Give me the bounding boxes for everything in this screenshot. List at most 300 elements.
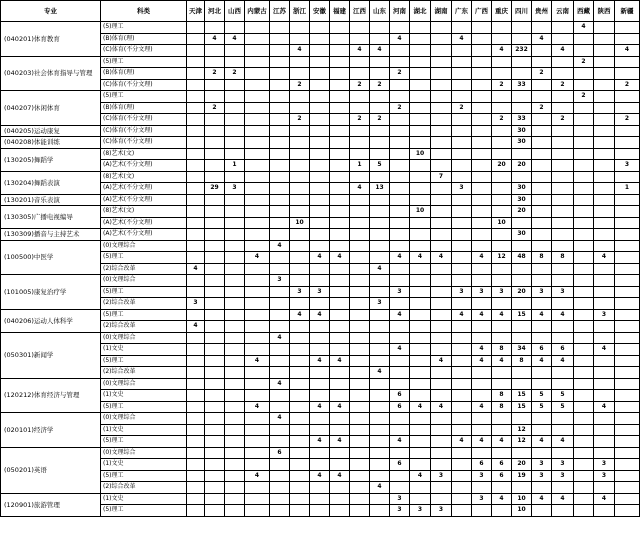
quota-cell [350,56,370,68]
quota-cell [290,33,310,45]
quota-cell [431,56,452,68]
quota-cell: 4 [472,252,492,264]
quota-cell: 4 [310,309,330,321]
quota-cell [410,68,431,80]
quota-cell [492,482,512,494]
quota-cell [350,378,370,390]
quota-cell [574,33,594,45]
quota-cell [452,344,472,356]
province-header: 福建 [330,1,350,22]
category-cell: (2)综合改革 [101,321,187,333]
category-cell: (A)艺术(不分文理) [101,183,187,195]
quota-cell [472,275,492,287]
quota-cell: 30 [512,137,532,149]
quota-cell [512,171,532,183]
quota-cell [225,114,245,126]
quota-cell [187,79,205,91]
quota-cell [187,275,205,287]
quota-cell [552,229,574,241]
quota-cell [225,436,245,448]
quota-cell [512,33,532,45]
quota-cell: 5 [532,401,552,413]
category-cell: (2)综合改革 [101,263,187,275]
quota-cell [290,332,310,344]
quota-cell [431,102,452,114]
quota-cell: 3 [615,160,640,172]
quota-cell [310,56,330,68]
quota-cell: 12 [512,436,532,448]
quota-cell [330,171,350,183]
quota-cell: 4 [310,355,330,367]
quota-cell [350,355,370,367]
quota-cell [187,56,205,68]
quota-cell [410,137,431,149]
quota-cell [370,413,390,425]
quota-cell [290,298,310,310]
quota-cell [290,401,310,413]
quota-cell [431,148,452,160]
quota-cell [205,137,225,149]
quota-cell [245,91,270,103]
quota-cell [532,45,552,57]
quota-cell [512,102,532,114]
quota-cell [431,447,452,459]
quota-cell: 4 [410,470,431,482]
category-cell: (C)体育(不分文理) [101,125,187,137]
quota-cell [187,482,205,494]
quota-cell: 4 [330,401,350,413]
quota-cell [594,56,615,68]
quota-cell [492,33,512,45]
quota-cell: 4 [532,355,552,367]
quota-cell [245,390,270,402]
quota-cell: 4 [472,344,492,356]
quota-cell [245,33,270,45]
category-cell: (1)文史 [101,493,187,505]
quota-cell [205,344,225,356]
quota-cell: 4 [574,22,594,34]
quota-cell [390,194,410,206]
quota-cell: 2 [532,102,552,114]
table-row [1,194,640,206]
quota-cell [245,344,270,356]
quota-cell [270,137,290,149]
quota-cell [574,68,594,80]
quota-cell [574,459,594,471]
quota-cell [431,68,452,80]
quota-cell [187,367,205,379]
quota-cell: 5 [370,160,390,172]
quota-cell [187,137,205,149]
quota-cell [205,194,225,206]
quota-cell [245,447,270,459]
quota-cell [310,217,330,229]
quota-cell: 10 [492,217,512,229]
category-cell: (8)艺术(文) [101,148,187,160]
quota-cell [270,367,290,379]
quota-cell [290,160,310,172]
quota-cell [310,263,330,275]
quota-cell [431,229,452,241]
quota-cell [330,390,350,402]
major-cell: (130204)舞蹈表演 [1,171,101,194]
category-cell: (A)艺术(不分文理) [101,217,187,229]
quota-cell [452,424,472,436]
quota-cell [370,286,390,298]
quota-cell [532,137,552,149]
quota-cell [552,367,574,379]
quota-cell [431,194,452,206]
quota-cell [452,22,472,34]
category-cell: (5)理工 [101,355,187,367]
quota-cell [431,424,452,436]
quota-cell [290,240,310,252]
quota-cell: 1 [350,160,370,172]
quota-cell [594,91,615,103]
quota-cell: 10 [410,206,431,218]
province-header: 天津 [187,1,205,22]
quota-cell: 4 [492,355,512,367]
quota-cell [245,367,270,379]
major-cell: (040206)运动人体科学 [1,309,101,332]
quota-cell [574,125,594,137]
quota-cell [574,79,594,91]
quota-cell [594,148,615,160]
quota-cell [431,114,452,126]
quota-cell [431,91,452,103]
quota-cell [370,436,390,448]
quota-cell [310,91,330,103]
quota-cell [552,183,574,195]
quota-cell [410,229,431,241]
quota-cell [615,229,640,241]
quota-cell [350,424,370,436]
category-cell: (1)文史 [101,390,187,402]
quota-cell: 3 [310,286,330,298]
quota-cell [452,194,472,206]
quota-cell [574,447,594,459]
quota-cell [594,447,615,459]
quota-cell [310,171,330,183]
quota-cell: 2 [390,102,410,114]
quota-cell [532,114,552,126]
quota-cell [472,240,492,252]
quota-cell [350,22,370,34]
quota-cell [615,171,640,183]
quota-cell: 4 [552,436,574,448]
quota-cell [350,482,370,494]
quota-cell [350,148,370,160]
quota-cell [245,309,270,321]
quota-cell: 4 [594,344,615,356]
major-cell: (100500)中医学 [1,240,101,275]
quota-cell [370,355,390,367]
quota-cell [552,102,574,114]
quota-cell [532,206,552,218]
quota-cell [370,401,390,413]
quota-cell: 8 [492,344,512,356]
table-body [1,22,640,517]
quota-cell [615,447,640,459]
quota-cell [532,217,552,229]
quota-cell [472,321,492,333]
category-cell: (5)理工 [101,401,187,413]
quota-cell: 4 [594,252,615,264]
quota-cell [330,447,350,459]
quota-cell [492,321,512,333]
quota-cell [205,447,225,459]
quota-cell [512,56,532,68]
quota-cell [330,114,350,126]
category-cell: (A)艺术(不分文理) [101,229,187,241]
quota-cell: 48 [512,252,532,264]
category-cell: (5)理工 [101,470,187,482]
quota-cell [225,378,245,390]
quota-cell [350,194,370,206]
category-cell: (B)体育(理) [101,33,187,45]
table-row [1,378,640,390]
quota-cell [552,68,574,80]
quota-cell [472,68,492,80]
category-cell: (A)艺术(不分文理) [101,160,187,172]
quota-cell [574,367,594,379]
quota-cell [370,252,390,264]
quota-cell [187,286,205,298]
quota-cell [205,459,225,471]
quota-cell [615,91,640,103]
category-cell: (5)理工 [101,56,187,68]
quota-cell [205,22,225,34]
quota-cell [390,263,410,275]
quota-cell: 2 [452,102,472,114]
quota-cell [270,482,290,494]
quota-cell [512,298,532,310]
quota-cell [532,91,552,103]
quota-cell [270,298,290,310]
quota-cell [574,217,594,229]
quota-cell [472,125,492,137]
quota-cell: 3 [431,505,452,517]
quota-cell [574,332,594,344]
quota-cell [594,298,615,310]
major-cell: (130205)舞蹈学 [1,148,101,171]
quota-cell [270,505,290,517]
quota-cell [492,91,512,103]
quota-cell: 1 [615,183,640,195]
quota-cell [310,482,330,494]
quota-cell [452,240,472,252]
quota-cell [390,171,410,183]
quota-cell [205,482,225,494]
quota-cell [205,45,225,57]
quota-cell: 30 [512,194,532,206]
quota-cell: 3 [187,298,205,310]
quota-cell [532,148,552,160]
quota-cell [390,229,410,241]
quota-cell [205,217,225,229]
quota-cell [187,355,205,367]
quota-cell [431,206,452,218]
quota-cell [615,125,640,137]
table-row [1,240,640,252]
quota-cell [270,171,290,183]
quota-cell [492,298,512,310]
quota-cell [350,125,370,137]
quota-cell [187,91,205,103]
quota-cell [330,240,350,252]
quota-cell [290,22,310,34]
quota-cell [594,413,615,425]
quota-cell [615,482,640,494]
quota-cell [310,321,330,333]
quota-cell [310,493,330,505]
quota-cell [410,355,431,367]
quota-cell [615,217,640,229]
quota-cell [330,332,350,344]
quota-cell [310,413,330,425]
quota-cell [615,401,640,413]
quota-cell [574,102,594,114]
quota-cell [187,505,205,517]
quota-cell [452,275,472,287]
quota-cell [310,206,330,218]
major-header: 专业 [1,1,101,22]
quota-cell [532,505,552,517]
quota-cell [330,505,350,517]
quota-cell: 3 [390,493,410,505]
quota-cell [492,240,512,252]
quota-cell [225,45,245,57]
quota-cell [532,482,552,494]
quota-cell [225,401,245,413]
quota-cell [472,102,492,114]
quota-cell [330,344,350,356]
quota-cell [370,33,390,45]
quota-cell [552,160,574,172]
quota-cell [431,413,452,425]
quota-cell [615,194,640,206]
quota-cell [350,171,370,183]
quota-cell [245,263,270,275]
quota-cell: 2 [574,56,594,68]
quota-cell [270,68,290,80]
quota-cell [330,56,350,68]
quota-cell [552,378,574,390]
quota-cell: 19 [512,470,532,482]
quota-cell [187,378,205,390]
quota-cell: 4 [472,309,492,321]
table-row [1,125,640,137]
quota-cell [431,344,452,356]
quota-cell: 4 [330,355,350,367]
quota-cell: 6 [390,401,410,413]
quota-cell: 33 [512,114,532,126]
quota-cell [615,367,640,379]
quota-cell [532,56,552,68]
quota-cell [245,206,270,218]
quota-cell [594,390,615,402]
major-cell: (130201)音乐表演 [1,194,101,206]
quota-cell [330,321,350,333]
quota-cell [390,240,410,252]
quota-cell [512,240,532,252]
quota-cell [410,482,431,494]
province-header: 安徽 [310,1,330,22]
quota-cell [472,298,492,310]
quota-cell [431,459,452,471]
quota-cell [452,79,472,91]
quota-cell [187,102,205,114]
quota-cell [532,183,552,195]
quota-cell [615,470,640,482]
quota-cell: 2 [390,68,410,80]
quota-cell: 4 [390,33,410,45]
quota-cell [574,470,594,482]
quota-cell [472,367,492,379]
table-row [1,91,640,103]
quota-cell [390,367,410,379]
quota-cell [574,378,594,390]
quota-cell [615,22,640,34]
quota-cell [410,194,431,206]
quota-cell [245,137,270,149]
quota-cell [594,114,615,126]
quota-cell: 4 [410,401,431,413]
quota-cell [350,447,370,459]
quota-cell [370,22,390,34]
quota-cell [431,240,452,252]
quota-cell [532,378,552,390]
quota-cell [310,344,330,356]
quota-cell [472,263,492,275]
quota-cell [290,56,310,68]
quota-cell: 3 [431,470,452,482]
quota-cell [225,229,245,241]
quota-cell [390,183,410,195]
quota-cell [290,252,310,264]
quota-cell: 4 [452,33,472,45]
quota-cell [370,56,390,68]
quota-cell [552,148,574,160]
quota-cell: 3 [452,183,472,195]
quota-cell [594,33,615,45]
quota-cell: 2 [615,79,640,91]
quota-cell [290,390,310,402]
quota-cell: 13 [370,183,390,195]
quota-cell [225,171,245,183]
quota-cell [410,298,431,310]
header-row [1,1,640,22]
quota-cell [552,194,574,206]
category-cell: (5)理工 [101,286,187,298]
major-cell: (101005)康复治疗学 [1,275,101,310]
major-cell: (040205)运动康复 [1,125,101,137]
category-cell: (5)理工 [101,505,187,517]
quota-cell [410,378,431,390]
quota-cell [615,68,640,80]
province-header: 重庆 [492,1,512,22]
quota-cell [615,102,640,114]
quota-cell: 4 [290,309,310,321]
quota-cell [187,148,205,160]
quota-cell [245,459,270,471]
quota-cell [512,263,532,275]
quota-cell [310,424,330,436]
quota-cell [270,56,290,68]
quota-cell: 3 [390,505,410,517]
quota-cell [370,309,390,321]
quota-cell [270,470,290,482]
